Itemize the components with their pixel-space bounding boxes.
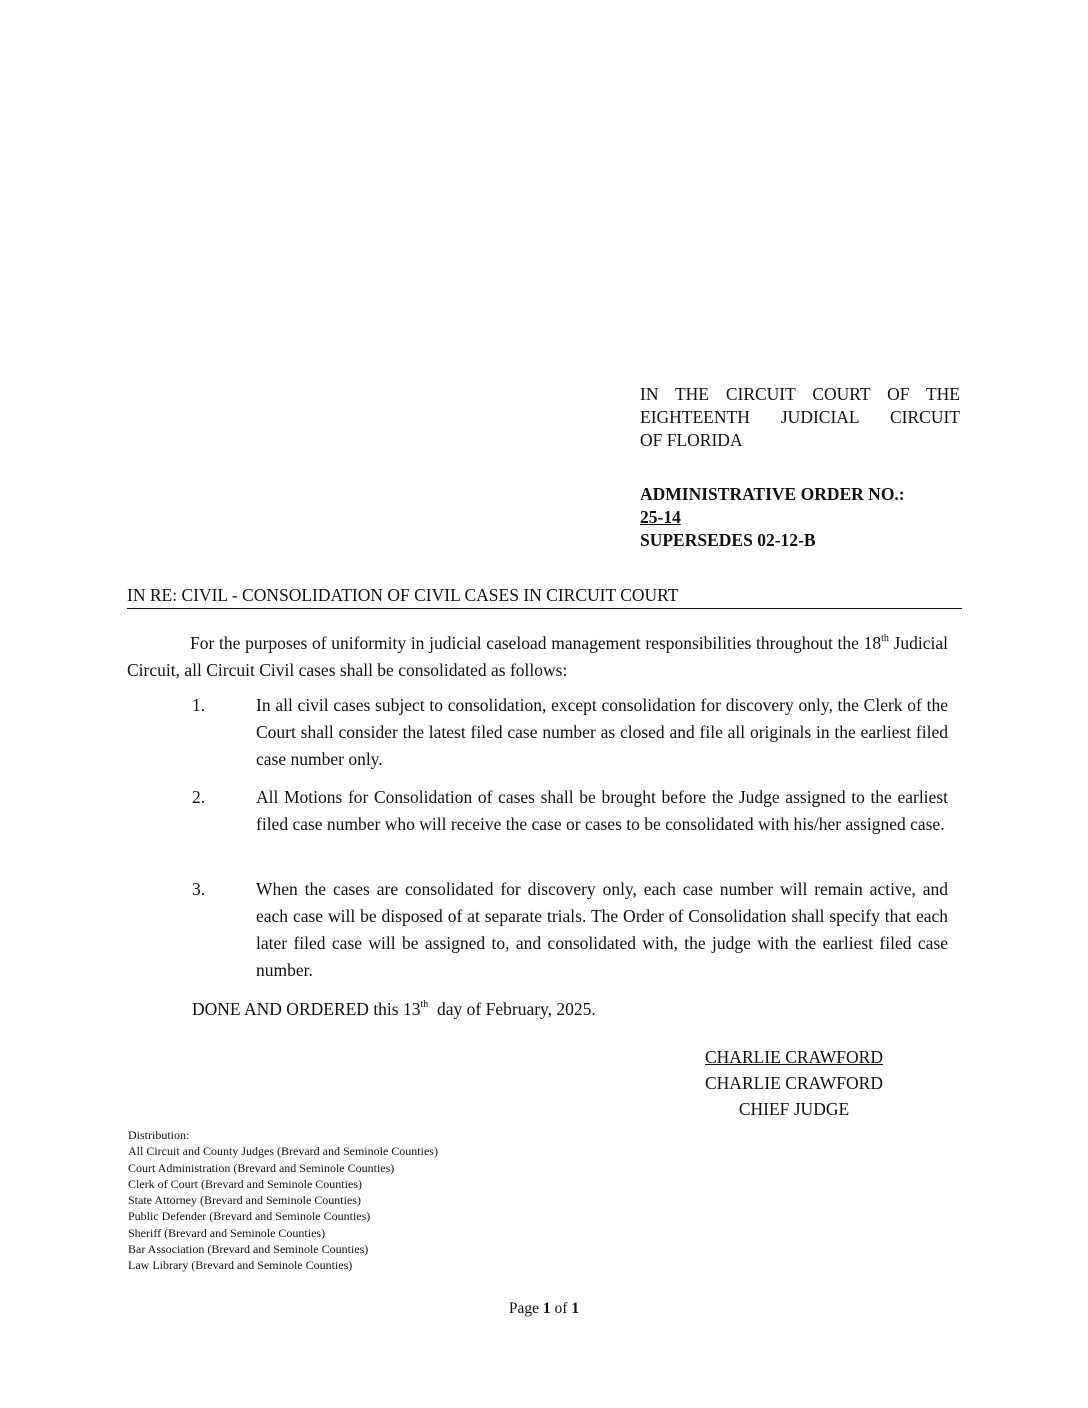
distribution-heading: Distribution: bbox=[128, 1128, 190, 1142]
done-and-ordered bbox=[192, 996, 892, 1023]
supersedes-label: SUPERSEDES 02-12-B bbox=[640, 530, 816, 550]
list-item bbox=[192, 692, 948, 773]
distribution-line: Bar Association (Brevard and Seminole Counties) bbox=[128, 1242, 369, 1257]
distribution-line: Public Defender (Brevard and Seminole Counties) bbox=[128, 1209, 371, 1224]
list-item-text: All Motions for Consolidation of cases shall be brought before the Judge assigned to the earliest filed case number who will receive the case or cases to be consolidated with his/her assigned case. bbox=[256, 787, 948, 834]
distribution-line: All Circuit and County Judges (Brevard and Seminole Counties) bbox=[128, 1144, 438, 1159]
signer-title: CHIEF JUDGE bbox=[738, 1099, 850, 1119]
court-caption bbox=[640, 383, 960, 452]
list-item bbox=[192, 876, 948, 984]
distribution-list bbox=[128, 1127, 628, 1274]
order-label: ADMINISTRATIVE ORDER NO.: bbox=[640, 484, 905, 504]
distribution-line: Sheriff (Brevard and Seminole Counties) bbox=[128, 1225, 326, 1240]
distribution-line: Court Administration (Brevard and Seminole Counties) bbox=[128, 1160, 395, 1175]
list-item-number: 1. bbox=[192, 695, 206, 715]
list-item bbox=[192, 784, 948, 865]
done-text-2: day of February, 2025. bbox=[428, 999, 596, 1019]
distribution-line: Clerk of Court (Brevard and Seminole Counties) bbox=[128, 1176, 362, 1191]
list-item-text: In all civil cases subject to consolidation, except consolidation for discovery only, the Clerk of the Court shall consider the latest filed case number as closed and file all originals in the earliest filed case number only. bbox=[256, 695, 948, 769]
page-label: Page bbox=[508, 1300, 540, 1317]
list-item-number: 2. bbox=[192, 787, 206, 807]
page-footer bbox=[0, 1300, 1088, 1318]
caption-line-3: OF FLORIDA bbox=[640, 430, 743, 450]
intro-text-1: For the purposes of uniformity in judicial caseload management responsibilities throughout the 18 bbox=[190, 633, 882, 653]
signed-name: CHARLIE CRAWFORD bbox=[705, 1047, 883, 1067]
page-number: 1 bbox=[542, 1300, 551, 1317]
of-label: of bbox=[554, 1300, 568, 1317]
in-re-heading: IN RE: CIVIL - CONSOLIDATION OF CIVIL CASES IN CIRCUIT COURT bbox=[127, 584, 962, 609]
done-text-1: DONE AND ORDERED this 13 bbox=[192, 999, 421, 1019]
order-number: 25-14 bbox=[640, 507, 681, 527]
intro-paragraph bbox=[127, 630, 948, 684]
distribution-line: State Attorney (Brevard and Seminole Counties) bbox=[128, 1193, 361, 1208]
distribution-line: Law Library (Brevard and Seminole Counties) bbox=[128, 1258, 353, 1273]
intro-superscript: th bbox=[881, 633, 889, 645]
done-superscript: th bbox=[420, 999, 429, 1011]
caption-line-1: IN THE CIRCUIT COURT OF THE bbox=[640, 384, 960, 404]
order-number-block bbox=[640, 483, 970, 552]
list-item-number: 3. bbox=[192, 879, 206, 899]
caption-line-2: EIGHTEENTH JUDICIAL CIRCUIT bbox=[640, 407, 960, 427]
page-total: 1 bbox=[571, 1300, 580, 1317]
list-item-text: When the cases are consolidated for discovery only, each case number will remain active, and each case will be disposed of at separate trials. The Order of Consolidation shall specify that each later filed case will be assigned to, and consolidated with, the judge with the earliest filed case number. bbox=[256, 879, 948, 980]
intro-text-2: Judicial Circuit, all Circuit Civil cases shall be consolidated as follows: bbox=[127, 633, 948, 680]
printed-name: CHARLIE CRAWFORD bbox=[705, 1073, 883, 1093]
signature-block bbox=[660, 1044, 928, 1122]
